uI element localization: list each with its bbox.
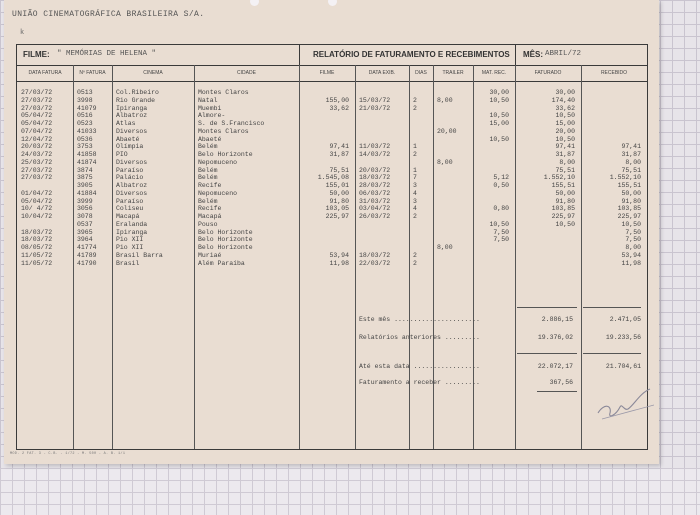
cell-number: 3874 (77, 166, 93, 174)
cell-city: Muembi (198, 104, 222, 112)
cell-invoiced: 225,97 (551, 213, 575, 220)
cell-cinema: Col.Ribeiro (116, 89, 159, 96)
cell-date: 24/03/72 (21, 151, 53, 158)
cell-film: 1.545,08 (317, 174, 349, 182)
cell-cinema: Coliseu (116, 205, 144, 213)
column-header-trailer: TRAILER (442, 70, 464, 76)
column-header-city: CIDADE (237, 70, 256, 76)
total-rule (583, 307, 641, 308)
cell-received: 31,87 (621, 151, 641, 158)
cell-number: 3999 (77, 197, 93, 205)
cell-date: 25/03/72 (21, 158, 53, 166)
cell-days: 2 (413, 104, 417, 112)
column-rule (409, 65, 410, 449)
cell-number: 41874 (77, 158, 97, 166)
cell-exhibition-date: 11/03/72 (359, 143, 391, 151)
cell-film: 97,41 (329, 143, 349, 151)
column-header-material: MAT. REC. (481, 70, 507, 76)
cell-city: Belém (198, 174, 218, 182)
cell-cinema: Palácio (116, 174, 144, 182)
cell-date: 27/03/72 (21, 104, 53, 112)
cell-invoiced: 33,62 (555, 104, 575, 112)
summary-label: Até esta data ................. (359, 363, 480, 370)
cell-date: 11/05/72 (21, 259, 53, 267)
cell-film: 33,62 (329, 104, 349, 112)
cell-number: 41774 (77, 244, 97, 251)
cell-film: 75,51 (329, 166, 349, 174)
cell-days: 7 (413, 174, 417, 182)
cell-number: 0523 (77, 120, 93, 127)
cell-cinema: Paraíso (116, 166, 144, 174)
header-divider (515, 45, 516, 65)
cell-date: 27/03/72 (21, 96, 53, 104)
summary-label: Faturamento a receber ......... (359, 379, 480, 386)
column-header-cinema: CINEMA (143, 70, 163, 76)
cell-number: 3753 (77, 143, 93, 151)
summary-invoiced: 367,56 (549, 379, 573, 386)
cell-city: Nepomuceno (198, 158, 238, 166)
summary-received: 19.233,56 (605, 334, 641, 341)
cell-invoiced: 8,00 (559, 158, 575, 166)
cell-invoiced: 31,87 (555, 151, 575, 158)
summary-label: Este mês ...................... (359, 316, 480, 323)
cell-number: 3965 (77, 228, 93, 236)
cell-received: 53,94 (621, 251, 641, 259)
cell-number: 0537 (77, 220, 93, 228)
cell-received: 97,41 (621, 143, 641, 151)
cell-cinema: Rio Grande (116, 96, 156, 104)
header-divider (299, 45, 300, 65)
cell-cinema: Olímpia (116, 143, 144, 151)
cell-invoiced: 10,50 (555, 135, 575, 143)
cell-cinema: Brasil Barra (116, 251, 163, 259)
cell-days: 4 (413, 189, 417, 197)
cell-date: 10/ 4/72 (21, 205, 53, 213)
cell-city: Além Paraíba (198, 259, 245, 267)
total-rule (517, 353, 577, 354)
cell-material: 30,00 (489, 89, 509, 96)
cell-date: 12/04/72 (21, 135, 53, 143)
cell-exhibition-date: 06/03/72 (359, 189, 391, 197)
cell-date: 01/04/72 (21, 189, 53, 197)
column-header-number: Nº FATURA (79, 70, 106, 76)
cell-days: 2 (413, 213, 417, 220)
cell-material: 0,80 (493, 205, 509, 213)
cell-film: 155,01 (325, 182, 349, 189)
cell-city: S. de S.Francisco (198, 120, 265, 127)
cell-material: 10,50 (489, 135, 509, 143)
total-rule (583, 353, 641, 354)
column-header-received: RECEBIDO (600, 70, 628, 76)
cell-cinema: Brasil (116, 259, 140, 267)
cell-received: 11,98 (621, 259, 641, 267)
cell-cinema: Diversos (116, 127, 148, 135)
form-footer-code: MOD. 2 FAT. 3 - C.B. - 1/72 - M. 500 - A. B. 1/1 (10, 452, 126, 456)
cell-film: 225,97 (325, 213, 349, 220)
column-header-invoiced: FATURADO (534, 70, 562, 76)
cell-received: 7,50 (625, 228, 641, 236)
cell-date: 27/03/72 (21, 166, 53, 174)
cell-received: 10,50 (621, 220, 641, 228)
cell-days: 3 (413, 197, 417, 205)
cell-city: Belém (198, 166, 218, 174)
summary-invoiced: 2.886,15 (541, 316, 573, 323)
cell-days: 2 (413, 96, 417, 104)
cell-invoiced: 97,41 (555, 143, 575, 151)
cell-invoiced: 15,00 (555, 120, 575, 127)
cell-date: 27/03/72 (21, 89, 53, 96)
cell-material: 10,50 (489, 112, 509, 120)
cell-cinema: PIO (116, 151, 128, 158)
cell-number: 41079 (77, 104, 97, 112)
cell-city: Montes Claros (198, 127, 249, 135)
cell-date: 27/03/72 (21, 174, 53, 182)
cell-cinema: Albatroz (116, 112, 148, 120)
total-rule (537, 391, 577, 392)
cell-film: 11,98 (329, 259, 349, 267)
cell-date: 10/04/72 (21, 213, 53, 220)
cell-cinema: Diversos (116, 189, 148, 197)
cell-material: 7,50 (493, 236, 509, 244)
cell-date: 05/04/72 (21, 197, 53, 205)
summary-received: 21.704,61 (605, 363, 641, 370)
cell-received: 50,00 (621, 189, 641, 197)
cell-cinema: Ipiranga (116, 104, 148, 112)
film-label: FILME: (23, 50, 50, 59)
cell-film: 50,00 (329, 189, 349, 197)
cell-date: 08/05/72 (21, 244, 53, 251)
cell-number: 3056 (77, 205, 93, 213)
cell-trailer: 8,00 (437, 96, 453, 104)
cell-received: 8,00 (625, 158, 641, 166)
column-header-exhibition-date: DATA EXIB. (368, 70, 396, 76)
cell-date: 18/03/72 (21, 228, 53, 236)
cell-number: 3905 (77, 182, 93, 189)
summary-received: 2.471,05 (609, 316, 641, 323)
form-header (17, 45, 647, 66)
cell-exhibition-date: 22/03/72 (359, 259, 391, 267)
cell-trailer: 8,00 (437, 244, 453, 251)
summary-invoiced: 19.376,02 (537, 334, 573, 341)
cell-city: Recife (198, 205, 222, 213)
cell-exhibition-date: 03/04/72 (359, 205, 391, 213)
cell-invoiced: 155,51 (551, 182, 575, 189)
cell-city: Belo Horizonte (198, 228, 253, 236)
cell-exhibition-date: 31/03/72 (359, 197, 391, 205)
cell-cinema: Diversos (116, 158, 148, 166)
cell-received: 8,00 (625, 244, 641, 251)
cell-city: Muriaé (198, 251, 222, 259)
cell-days: 2 (413, 251, 417, 259)
cell-number: 0536 (77, 135, 93, 143)
cell-cinema: Paraíso (116, 197, 144, 205)
cell-received: 225,97 (617, 213, 641, 220)
cell-number: 41858 (77, 151, 97, 158)
cell-city: Belém (198, 197, 218, 205)
cell-days: 2 (413, 259, 417, 267)
cell-received: 155,51 (617, 182, 641, 189)
summary-invoiced: 22.072,17 (537, 363, 573, 370)
column-rule (194, 65, 195, 449)
cell-days: 2 (413, 151, 417, 158)
cell-cinema: Albatroz (116, 182, 148, 189)
cell-invoiced: 10,50 (555, 112, 575, 120)
company-name: UNIÃO CINEMATOGRÁFICA BRASILEIRA S/A. (12, 10, 205, 19)
cell-number: 41884 (77, 189, 97, 197)
cell-city: Belo Horizonte (198, 236, 253, 244)
month-value: ABRIL/72 (545, 50, 582, 58)
cell-invoiced: 1.552,10 (543, 174, 575, 182)
handwritten-mark: k (20, 29, 25, 37)
cell-days: 1 (413, 143, 417, 151)
cell-film: 91,80 (329, 197, 349, 205)
cell-number: 0516 (77, 112, 93, 120)
cell-material: 15,00 (489, 120, 509, 127)
cell-days: 1 (413, 166, 417, 174)
signature-scribble (594, 385, 654, 425)
cell-city: Montes Claros (198, 89, 249, 96)
cell-cinema: Abaeté (116, 135, 140, 143)
cell-film: 103,05 (325, 205, 349, 213)
document-sheet (4, 0, 659, 464)
cell-number: 3875 (77, 174, 93, 182)
column-header-date: DATA FATURA (28, 70, 62, 76)
cell-cinema: Eralanda (116, 220, 148, 228)
film-title: " MEMÓRIAS DE HELENA " (57, 50, 157, 58)
cell-received: 1.552,10 (609, 174, 641, 182)
cell-invoiced: 103,85 (551, 205, 575, 213)
cell-trailer: 20,00 (437, 127, 457, 135)
cell-city: Belo Horizonte (198, 151, 253, 158)
cell-city: Macapá (198, 213, 222, 220)
cell-invoiced: 50,00 (555, 189, 575, 197)
graph-paper-background (0, 468, 700, 515)
cell-city: Abaeté (198, 135, 222, 143)
report-title: RELATÓRIO DE FATURAMENTO E RECEBIMENTOS (313, 50, 510, 59)
cell-received: 75,51 (621, 166, 641, 174)
cell-exhibition-date: 20/03/72 (359, 166, 391, 174)
cell-number: 3964 (77, 236, 93, 244)
cell-days: 3 (413, 182, 417, 189)
punch-hole (328, 0, 337, 6)
cell-exhibition-date: 28/03/72 (359, 182, 391, 189)
column-rule (112, 65, 113, 449)
cell-film: 155,00 (325, 96, 349, 104)
cell-received: 103,85 (617, 205, 641, 213)
column-rule (73, 65, 74, 449)
cell-days: 4 (413, 205, 417, 213)
cell-number: 41789 (77, 251, 97, 259)
cell-city: Almore- (198, 112, 226, 120)
cell-cinema: Pio XII (116, 244, 144, 251)
cell-date: 20/03/72 (21, 143, 53, 151)
cell-cinema: Atlas (116, 120, 136, 127)
cell-exhibition-date: 18/03/72 (359, 174, 391, 182)
punch-hole (250, 0, 259, 6)
cell-exhibition-date: 21/03/72 (359, 104, 391, 112)
cell-invoiced: 174,40 (551, 96, 575, 104)
report-form (16, 44, 648, 450)
cell-date: 07/04/72 (21, 127, 53, 135)
cell-cinema: Ipiranga (116, 228, 148, 236)
cell-number: 41033 (77, 127, 97, 135)
cell-date: 05/04/72 (21, 112, 53, 120)
cell-material: 7,50 (493, 228, 509, 236)
total-rule (517, 307, 577, 308)
column-header-film: FILME (319, 70, 335, 76)
cell-invoiced: 10,50 (555, 220, 575, 228)
cell-material: 5,12 (493, 174, 509, 182)
cell-exhibition-date: 15/03/72 (359, 96, 391, 104)
cell-trailer: 8,00 (437, 158, 453, 166)
cell-city: Natal (198, 96, 218, 104)
cell-invoiced: 75,51 (555, 166, 575, 174)
cell-cinema: Macapá (116, 213, 140, 220)
cell-film: 53,94 (329, 251, 349, 259)
cell-date: 18/03/72 (21, 236, 53, 244)
cell-city: Belo Horizonte (198, 244, 253, 251)
cell-city: Belém (198, 143, 218, 151)
cell-number: 41790 (77, 259, 97, 267)
cell-city: Pouso (198, 220, 218, 228)
cell-number: 3998 (77, 96, 93, 104)
cell-invoiced: 20,00 (555, 127, 575, 135)
month-label: MÊS: (523, 50, 543, 59)
cell-number: 0513 (77, 89, 93, 96)
cell-material: 10,50 (489, 96, 509, 104)
cell-city: Nepomuceno (198, 189, 238, 197)
cell-date: 11/05/72 (21, 251, 53, 259)
column-rule (355, 65, 356, 449)
cell-received: 91,80 (621, 197, 641, 205)
column-header-days: DIAS (415, 70, 427, 76)
cell-invoiced: 91,80 (555, 197, 575, 205)
column-rule (433, 65, 434, 449)
cell-cinema: Pio XII (116, 236, 144, 244)
cell-material: 0,50 (493, 182, 509, 189)
cell-city: Recife (198, 182, 222, 189)
cell-exhibition-date: 14/03/72 (359, 151, 391, 158)
cell-exhibition-date: 18/03/72 (359, 251, 391, 259)
cell-invoiced: 30,00 (555, 89, 575, 96)
summary-label: Relatórios anteriores ......... (359, 334, 480, 341)
cell-received: 7,50 (625, 236, 641, 244)
cell-exhibition-date: 26/03/72 (359, 213, 391, 220)
cell-date: 05/04/72 (21, 120, 53, 127)
cell-material: 10,50 (489, 220, 509, 228)
cell-number: 3078 (77, 213, 93, 220)
cell-film: 31,87 (329, 151, 349, 158)
